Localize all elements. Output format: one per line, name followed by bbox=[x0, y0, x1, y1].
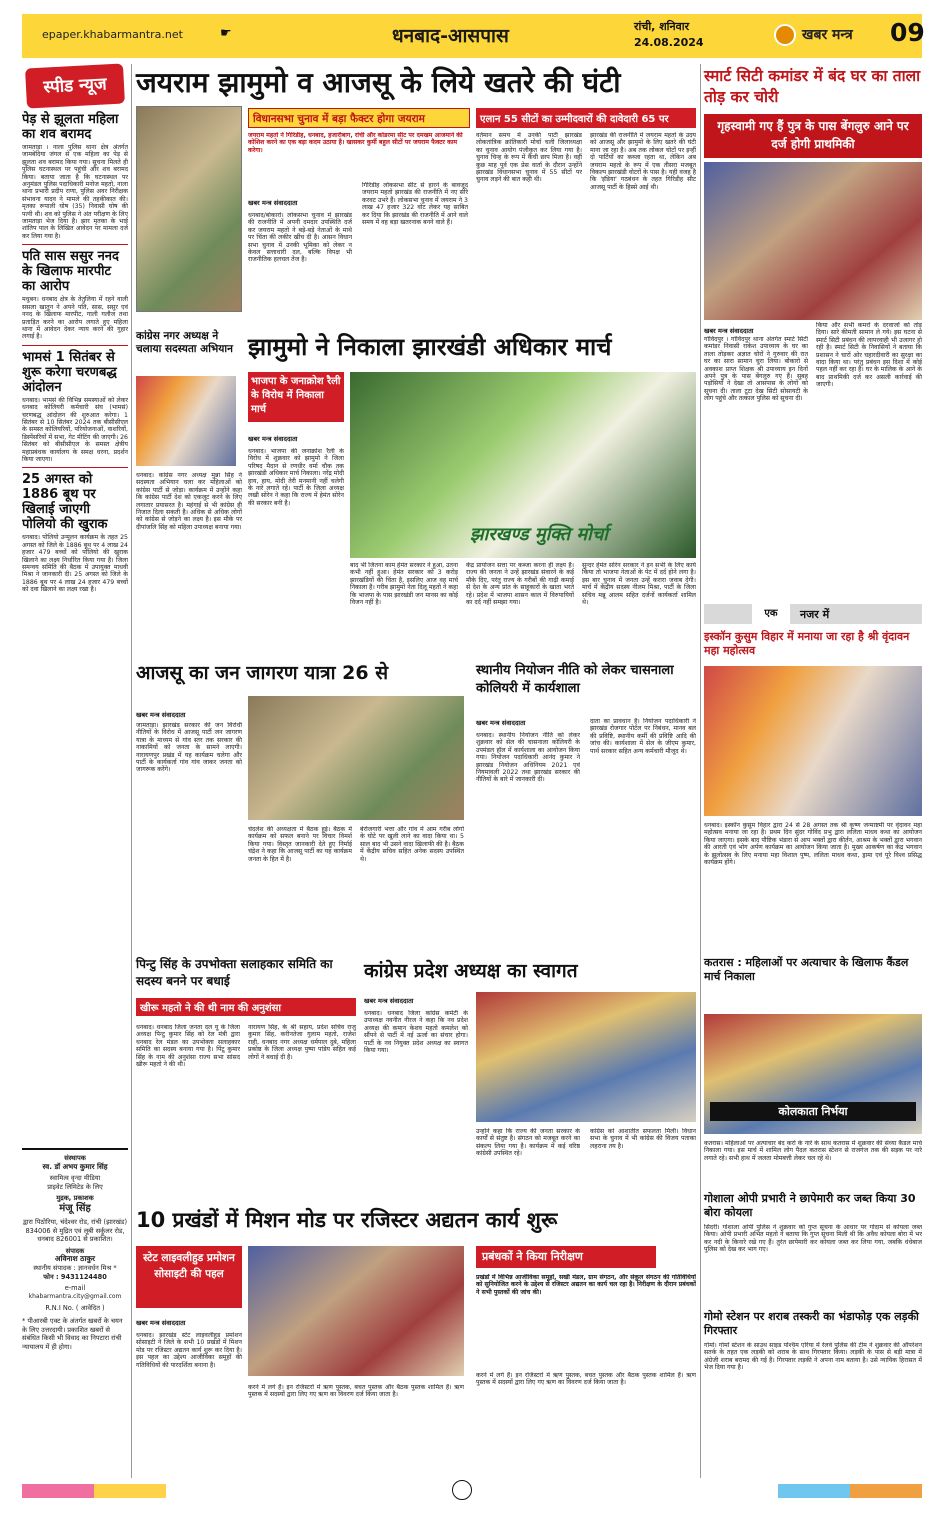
ajsu-col-2: चंदलेश की अध्यक्षता में बैठक हुई। बैठक में कार्यक्रम को सफल बनाने पर विचार विमर्श किया गया। विस्तृत जानकारी देते हुए निर्माई चंद्रेश ने कहा कि आजसू पार्टी का यह कार्यक्रम जनता के हित में है। bbox=[248, 826, 352, 863]
ajsu-headline: आजसू का जन जागरण यात्रा 26 से bbox=[136, 662, 389, 684]
mission-col-2: करने में लगे हैं। इन रजिस्टरों में ऋण पुस्तक, बचत पुस्तक और बैठक पुस्तक शामिल हैं। ऋण पुस्तक में सदस्यों द्वारा लिए गए ऋण का विवरण दर्ज किया जाता है। bbox=[248, 1384, 464, 1399]
ajsu-photo bbox=[248, 696, 464, 820]
smart-city-headline: स्मार्ट सिटी कमांडर में बंद घर का ताला तोड़ कर चोरी bbox=[704, 67, 921, 106]
imprint-publisher-label: स्वामित्व वृन्दा मीडिया bbox=[49, 1174, 101, 1183]
jmm-col-3: केंद्र प्रायोजन सत्ता पर कब्जा करना ही लक्ष्य है। राज्य की जनता ने उन्हें झारखंड संवारने के कई मौके दिए, परंतु राज्य के गरीबों की गाढ़ी कमाई से देश के अन्य प्रांत के साहूकारों के खाता भरते रहे। प्रदेश में भाजपा शासन काल में विरुपायियों का दर्द नहीं समझा गया। bbox=[466, 562, 574, 607]
brand-name: खबर मन्त्र bbox=[802, 27, 853, 43]
news-item-2-title: पति सास ससुर ननद के खिलाफ मारपीट का आरोप bbox=[22, 249, 119, 295]
jmm-photo bbox=[350, 372, 696, 558]
cursor-icon: ☛ bbox=[220, 26, 232, 41]
ajsu-byline: खबर मन्त्र संवाददाता bbox=[136, 711, 186, 719]
speed-news-logo bbox=[25, 63, 125, 108]
masthead bbox=[22, 14, 925, 58]
mission-sub: स्टेट लाइवलीहुड प्रमोशन सोसाइटी की पहल bbox=[143, 1252, 235, 1280]
imprint-printer: मंजू सिंह bbox=[59, 1202, 91, 1214]
news-item-3 bbox=[22, 345, 128, 464]
lead-col-1: धनबाद/बोकारो। लोकसभा चुनाव में झारखंड की राजनीति में अपनी दमदार उपस्थिति दर्ज कर जयराम महतो ने बड़े-बड़े नेताओं के माथे पर चिंता की लकीर खींच दी है। आसन विधान सभा चुनाव में उनकी भूमिका को लेकर न केवल सत्ताधारी दल, बल्कि विपक्ष भी राजनीतिक हलचल तेज है। bbox=[248, 212, 352, 264]
mission-sub2: प्रबंधकों ने किया निरीक्षण bbox=[482, 1250, 583, 1263]
kolkata-headline: कतरास : महिलाओं पर अत्याचार के खिलाफ कैंडल मार्च निकाला bbox=[704, 956, 909, 983]
congress-state-col-1: धनबाद। धनबाद जिला कांग्रेस कमेटी के उपाध्यक्ष नवनीत नीरज ने कहा कि नव प्रदेश अध्यक्ष की कमान केशव महतो कमलेश को सौंपने से पार्टी में नई ऊर्जा का संचार होगा। पार्टी के नव नियुक्त प्रदेश अध्यक्ष का स्वागत किया गया। bbox=[364, 1010, 468, 1055]
gomo-body: गोमो। गोमो स्टेशन के साउथ साइड पश्चिम एरिया में रेलवे पुलिस की टीम ने शुक्रवार की ऑपरेशन सतर्क के तहत एक लड़की को शराब के साथ गिरफ्तार किया। लड़की के पास से बड़ी मात्रा में अंग्रेजी शराब बरामद की गई है। गिरफ्तार लड़की ने अपना नाम बताया है। उसे न्यायिक हिरासत में भेज दिया गया है। bbox=[704, 1342, 922, 1372]
ek-nazar-bar bbox=[704, 604, 922, 624]
imprint-address: द्वारा पिठोरिया, चंदेश्वर रोड, रांची (झारखंड) 834006 से मुद्रित एवं लूबी सर्कुलर रोड, धनबाद 826001 से प्रकाशित। bbox=[22, 1217, 128, 1244]
jmm-sub: भाजपा के जनाक्रोश रैली के विरोध में निकाला मार्च bbox=[251, 376, 341, 415]
lead-sub2-box bbox=[476, 108, 696, 128]
ek-tag: एक bbox=[752, 604, 790, 624]
speed-news-label: स्पीड न्यूज bbox=[42, 74, 108, 98]
imprint-printer-label: मुद्रक, प्रकाशक bbox=[56, 1194, 94, 1203]
congress-state-headline: कांग्रेस प्रदेश अध्यक्ष का स्वागत bbox=[364, 960, 578, 982]
ajsu-col-3: बेरोजगारी भत्ता और गांव में आम गरीब लोगों के घोटे पर खुली लाने का वादा किया था। 5 साल बाद भी उसने वादा खिलाफी की है। बैठक में केंद्रीय सचिव सहित अनेक सदस्य उपस्थित थे। bbox=[360, 826, 464, 863]
mission-sub-box bbox=[136, 1246, 242, 1308]
mission-col-3: प्रखंडों में विभिन्न आजीविका समूहों, सखी मंडल, ग्राम संगठन, और संकुल संगठन की गतिविधियों को सुनियोजित करने के उद्देश्य से रजिस्टर अद्यतन का कार्य चल रहा है। निरीक्षण के दौरान प्रबंधकों ने सभी पुस्तकों की जांच की। bbox=[476, 1274, 696, 1296]
nazar-label: नजर में bbox=[800, 608, 830, 621]
date-line-2: 24.08.2024 bbox=[634, 36, 704, 49]
congress-state-col-2: उन्होंने कहा कि राज्य की जनता सरकार के कार्यों से संतुष्ट है। संगठन को मजबूत करने का संकल्प लिया गया है। कार्यक्रम में कई वरिष्ठ कांग्रेसी उपस्थित रहे। bbox=[476, 1128, 580, 1158]
jmm-sub-box bbox=[248, 372, 344, 422]
pintu-sub: खीरू महतो ने की थी नाम की अनुशंसा bbox=[140, 1003, 282, 1014]
imprint-regional-editor: स्थानीय संपादक : ज्ञानवर्धन मिश्र * bbox=[33, 1263, 117, 1272]
mission-headline: 10 प्रखंडों में मिशन मोड पर रजिस्टर अद्यतन कार्य शुरू bbox=[136, 1208, 558, 1232]
pintu-col-2: नारायण सिंह, के श्री सहाय, प्रदेश सचिव राजु कुमार सिंह, करीनतेजा गुलाम महतो, राजेश राही, धनबाद नगर अध्यक्ष धर्मपाल दुबे, महिला प्रकोष्ठ के जिला अध्यक्ष पुष्पा पांडेय सहित कई लोगों ने बधाई दी है। bbox=[248, 1024, 356, 1061]
footer-bar bbox=[22, 1484, 922, 1498]
news-item-1-title: पेड़ से झूलता महिला का शव बरामद bbox=[22, 112, 119, 142]
registration-mark-icon bbox=[452, 1480, 472, 1500]
jmm-banner-text: झारखण्ड मुक्ति मोर्चा bbox=[470, 524, 608, 545]
kolkata-body: कतरास। महिलाओं पर अत्याचार बंद करो के नारे के साथ कतरास में शुक्रवार की संध्या कैंडल मार्च निकाला गया। इस मार्च में शामिल लोग पैदल कतरास स्टेशन से राजगंज तक की सड़क पर नारे लगाते रहे। सभी हाथ में जलता मोमबत्ती लेकर चल रहे थे। bbox=[704, 1140, 922, 1162]
speed-news-column bbox=[22, 110, 128, 1140]
kolkata-banner-text: कोलकाता निर्भया bbox=[710, 1102, 916, 1121]
news-item-3-title: भामसं 1 सितंबर से शुरू करेगा चरणबद्ध आंदोलन bbox=[22, 349, 117, 395]
pintu-headline: पिन्टु सिंह के उपभोक्ता सलाहकार समिति का सदस्य बनने पर बधाई bbox=[136, 957, 333, 988]
local-policy-col-2: दाता का प्रावधान है। नियोजन पदाधिकारी ने झारखंड रोजगार पोर्टल पर निबंधन, मानव बल की प्रविष्टि, स्थानीय कर्मी की प्रविष्टि आदि की जांच की। कार्यशाला में सेल के जीएम कुमार, पार्थ सरकार सहित अन्य कर्मचारी मौजूद थे। bbox=[590, 718, 696, 755]
imprint-phone: फोन : 9431124480 bbox=[43, 1272, 107, 1281]
congress-state-col-3: कांग्रेस को आशातीत सफलता मिली। विधान सभा के चुनाव में भी कांग्रेस की विजय पताका लहराना तय है। bbox=[590, 1128, 696, 1150]
lead-sub2: एलान 55 सीटों का उम्मीदवारों की दावेदारी 65 पर bbox=[480, 114, 669, 125]
news-item-3-body: धनबाद। भामसं की विभिन्न समस्याओं को लेकर धनबाद कोलियरी कर्मचारी संघ (भामसं) चरणबद्ध आंदोलन की शुरुआत करेगा। 1 सितंबर से 10 सितंबर 2024 तक बीसीसीएल के समस्त कोलियरियों, परियोजनाओं, वाशरियों, डिस्पेंसरियों में सभा, गेट मीटिंग की जाएगी। 26 सितंबर को बीसीसीएल के समस्त क्षेत्रीय महाप्रबंधक कार्यालय के समक्ष धरना, प्रदर्शन किया जाएगा। bbox=[22, 396, 128, 463]
lead-headline: जयराम झामुमो व आजसू के लिये खतरे की घंटी bbox=[136, 66, 621, 99]
smart-city-byline: खबर मन्त्र संवाददाता bbox=[704, 327, 754, 335]
jmm-col-2: बाद भी जितना काम हेमंत सरकार ने हुआ, उतना कभी नहीं हुआ। हेमंत सरकार को 3 करोड़ झारखंडियों की चिंता है, इसलिए आज वह मार्च निकाला है। गरीब झामुमो नेता दिलू महतो ने कहा कि भाजपा के पास झारखंडी जन मानस का कोई विजन नहीं है। bbox=[350, 562, 458, 607]
smart-city-sub-box bbox=[704, 114, 922, 158]
congress-nagar-photo bbox=[136, 376, 236, 466]
imprint-owner-label: संस्थापक bbox=[64, 1154, 86, 1162]
mission-col-1: धनबाद। झारखंड स्टेट लाइवलीहुड प्रमोशन सोसाइटी ने जिले के सभी 10 प्रखंडों में मिशन मोड पर रजिस्टर अद्यतन कार्य शुरू कर दिया है। इस पहल का उद्देश्य आजीविका समूहों की गतिविधियों की पारदर्शिता बनाना है। bbox=[136, 1332, 242, 1369]
iskcon-headline: इस्कॉन कुसुम विहार में मनाया जा रहा है श्री वृंदावन महा महोत्सव bbox=[704, 630, 910, 657]
section-title: धनबाद-आसपास bbox=[392, 25, 509, 47]
jmm-headline: झामुमो ने निकाला झारखंडी अधिकार मार्च bbox=[248, 333, 612, 361]
smart-city-sub: गृहस्वामी गए हैं पुत्र के पास बेंगलुरु आने पर दर्ज होगी प्राथमिकी bbox=[717, 119, 909, 151]
lead-photo-jairam bbox=[136, 106, 242, 312]
jmm-col-4: सुन्दर हेमंत सोरेन सरकार ने इन सभी के लिए कार्य किया तो भाजपा नेताओं के पेट में दर्द होने लगा है। इस बार चुनाव में जनता उन्हें करारा जवाब देगी। मार्च में केंद्रीय सदस्य नीलम मिश्रा, पार्टी के जिला सचिव मन्नू आलम सहित दर्जनों कार्यकर्ता शामिल थे। bbox=[582, 562, 696, 607]
divider-left bbox=[131, 64, 132, 1478]
brand-logo-icon bbox=[774, 24, 796, 46]
pintu-sub-box bbox=[136, 998, 356, 1016]
lead-sub1-box bbox=[248, 108, 470, 128]
mission-byline: खबर मन्त्र संवाददाता bbox=[136, 1319, 186, 1327]
divider-right bbox=[700, 64, 701, 1478]
news-item-1 bbox=[22, 112, 128, 240]
imprint-editor: अविनाश ठाकुर bbox=[54, 1254, 96, 1264]
imprint-publisher: प्राइवेट लिमिटेड के लिए bbox=[47, 1182, 103, 1191]
gosala-headline: गोशाला ओपी प्रभारी ने छापेमारी कर जब्त किया 30 बोरा कोयला bbox=[704, 1192, 916, 1219]
lead-byline: खबर मन्त्र संवाददाता bbox=[248, 199, 298, 207]
imprint-box bbox=[22, 1148, 128, 1478]
iskcon-body: धनबाद। इस्कॉन कुसुम विहार द्वारा 24 से 28 अगस्त तक श्री कृष्ण जन्माष्टमी पर वृंदावन महा महोत्सव मनाया जा रहा है। प्रथम दिन सुंदर गोविंद प्रभु द्वारा ललिता माधव कथा का आयोजन किया जाएगा। इसके बाद पौष्टिक भंडारा से आप भक्तों द्वारा कीर्तन, आश्रम के भक्तों द्वारा भगवान की आरती एवं भोग अर्पण कार्यक्रम का आयोजन किया जाता है। मुख्य आकर्षण का केंद्र भगवान के झूलोत्सव के लिए मनाया महा विशाल पुष्प, ललिता माधव कथा, ड्रामा एवं पूरे विश्व प्रसिद्ध कार्यक्रम होंगे। bbox=[704, 822, 922, 867]
gosala-body: सिंदरी। गोशाला ओपी पुलिस ने शुक्रवार को गुप्त सूचना के आधार पर गोदाम से कोयला जब्त किया। ओपी प्रभारी अभित महतो ने बताया कि गुप्त सूचना मिली थी कि अवैध कोयला बोरा में भर कर नदी के किनारे रखे गए हैं। तुरंत छापेमारी कर कोयला जब्त कर लिया गया, जबकि धंधेबाज पुलिस को देख कर भाग गए। bbox=[704, 1224, 922, 1254]
jmm-byline: खबर मन्त्र संवाददाता bbox=[248, 435, 298, 443]
site-url[interactable]: epaper.khabarmantra.net bbox=[42, 28, 183, 41]
lead-intro: जयराम महतो ने गिरिडीह, धनबाद, हजारीबाग, रांची और कोडरमा सीट पर दमखम आजमाने की कोशिश करने का एक बड़ा कदम उठाया है। खासकर कुर्मी बहुल सीटों पर जयराम फैक्टर काम करेगा। bbox=[248, 132, 463, 154]
page-number: 09 bbox=[890, 18, 925, 47]
mission-sub2-box bbox=[476, 1246, 656, 1268]
lead-sub1: विधानसभा चुनाव में बड़ा फैक्टर होगा जयराम bbox=[253, 113, 425, 125]
kolkata-photo bbox=[704, 1014, 922, 1134]
news-item-1-body: जामताड़ा । नाला पुलिस थाना क्षेत्र अंतर्गत जामबेदिया जंगल से एक महिला का पेड़ से झूलता शव बरामद किया गया। सूचना मिलते ही पुलिस घटनास्थल पर पहुंची और शव बरामद किया। बताया जाता है कि घटनास्थल पर अनुमंडल पुलिस पदाधिकारी मनोज महतो, नाला थाना प्रभारी प्रदीप राणा, पुलिस अवर निरीक्षक संभावना यादव ने मामले की तहकीकात की। मृतका रूपाली घोष (35) निवासी घोष की पत्नी थी। शव को पुलिस ने अंत परीक्षण के लिए जामताड़ा भेज दिया है। झार मृतका के भाई शांतिप पाल के लिखित आवेदन पर मामला दर्ज कर लिया गया है। bbox=[22, 144, 128, 240]
news-item-4 bbox=[22, 467, 128, 593]
congress-state-photo bbox=[476, 992, 696, 1122]
news-item-2-body: मधुबन। धनबाद क्षेत्र के तेतुलिया में रहने वाली ससला खातून ने अपने पति, सास, ससुर एवं ननद के खिलाफ मारपीट, गाली गलौज तथा प्रताड़ित करने का आरोप लगाते हुए महिला थाना में आवेदन देकर न्याय करने की गुहार लगाई है। bbox=[22, 296, 128, 341]
congress-state-byline: खबर मन्त्र संवाददाता bbox=[364, 997, 414, 1005]
imprint-editor-label: संपादक bbox=[65, 1246, 85, 1255]
smart-city-body-1: गोविंदपुर । गोविंदपुर थाना अंतर्गत स्मार्ट सिटी कमांडर निवासी राकेश उपाध्याय के घर का ताला तोड़कर अज्ञात चोरों ने गुरुवार की रात घर का सारा सामान चुरा लिया। बोकारो से अवकाश प्राप्त शिक्षक श्री उपाध्याय इन दिनों अपने पुत्र के पास बेंगलुरु गए हैं। सुबह पड़ोसियों ने देखा तो आसपास के लोगों को सूचना दी। ताला टूटा देख सिटी सोसायटी के लोग पहुंचे और तत्काल पुलिस को सूचना दी। bbox=[704, 336, 808, 403]
mission-col-4: करने में लगे हैं। इन रजिस्टरों में ऋण पुस्तक, बचत पुस्तक और बैठक पुस्तक शामिल हैं। ऋण पुस्तक में सदस्यों द्वारा लिए गए ऋण का विवरण दर्ज किया जाता है। bbox=[476, 1372, 696, 1387]
imprint-owner: स्व. डॉ अभय कुमार सिंह bbox=[42, 1161, 108, 1171]
local-policy-col-1: धनबाद। स्थानीय नियोजन नीति को लेकर शुक्रवार को सेल की चासनाला कोलियरी के उपमंडल हॉल में कार्यशाला का आयोजन किया गया। नियोजन पदाधिकारी आनंद कुमार ने झारखंड नियोजन अधिनियम 2021 एवं नियमावली 2022 तथा झारखंड सरकार की नीतियों के बारे में जानकारी दी। bbox=[476, 732, 580, 784]
imprint-disclaimer: * पीआरबी एक्ट के अंतर्गत खबरों के चयन के लिए उत्तरदायी। प्रकाशित खबरों से संबंधित किसी भी विवाद का निपटारा रांची न्यायालय में ही होगा। bbox=[22, 1316, 123, 1351]
mission-photo-1 bbox=[248, 1246, 464, 1376]
pintu-col-1: धनबाद। धनबाद जिला जनता दल यू के जिला अध्यक्ष पिन्टु कुमार सिंह को रेल मंत्री द्वारा धनबाद रेल मंडल का उपभोक्ता सलाहकार समिति का सदस्य बनाया गया है। पिंटू कुमार सिंह के नाम की अनुशंसा राज्य सभा सांसद खीरू महतो ने की थी। bbox=[136, 1024, 240, 1069]
news-item-4-body: धनबाद। पोलियो उन्मूलन कार्यक्रम के तहत 25 अगस्त को जिले के 1886 बूथ पर 4 लाख 24 हजार 479 बच्चों को पोलियो की खुराक खिलाने का लक्ष्य निर्धारित किया गया है। जिला समन्वय समिति की बैठक में उपायुक्त माधवी मिश्रा ने जानकारी दी। 25 अगस्त को जिले के 1886 बूथ पर 4 लाख 24 हजार 479 बच्चों को दवा खिलाने का लक्ष्य रखा है। bbox=[22, 534, 128, 594]
congress-nagar-body: धनबाद। कांग्रेस नगर अध्यक्ष मुन्ना सिंह ने सदस्यता अभियान चला कर महिलाओं को कांग्रेस पार्टी से जोड़ा। कार्यक्रम में उन्होंने कहा कि कांग्रेस पार्टी देश को एकजुट करने के लिए लगातार प्रयासरत है। महंगाई से भी कांग्रेस ही निजात दिला सकती है। अधिक से अधिक लोगों को कांग्रेस से जोड़ने का लक्ष्य है। इस मौके पर दीपांजलि सिंह को महिला उपाध्यक्ष बनाया गया। bbox=[136, 472, 242, 531]
smart-city-photo bbox=[704, 162, 922, 320]
lead-col-3: वर्तमान समय में उनकी पार्टी झारखंड लोकतांत्रिक क्रांतिकारी मोर्चा चली जिलाध्यक्षा का चुनाव आयोग पंजीकृत कर लिया गया है। चुनाव चिन्ह के रूप में कैंची छाप मिला है। वहीं कुछ माह पूर्व एक प्रेस वार्ता के दौरान उन्होंने झारखंड विधानसभा चुनाव में 55 सीटों पर चुनाव लड़ने की बात कही थी। bbox=[476, 132, 582, 184]
news-item-2 bbox=[22, 244, 128, 340]
gomo-headline: गोमो स्टेशन पर शराब तस्करी का भंडाफोड़ एक लड़की गिरफ्तार bbox=[704, 1310, 919, 1337]
imprint-email-label: e-mail bbox=[64, 1284, 86, 1293]
imprint-rni: R.N.I No. ( आवेदित ) bbox=[45, 1304, 105, 1313]
ajsu-col-1: जामताड़ा। झारखंड सरकार की जन विरोधी नीतियों के विरोध में आजसू पार्टी जन जागरण यात्रा के माध्यम से गांव स्तर तक सरकार की नाकामियों को जनता के सामने लाएगी। नारायणपुर प्रखंड में यह कार्यक्रम चलेगा और पार्टी के कार्यकर्ता गांव गांव जाकर जनता को जागरूक करेंगे। bbox=[136, 722, 242, 774]
iskcon-photo bbox=[704, 666, 922, 816]
local-policy-headline: स्थानीय नियोजन नीति को लेकर चासनाला कोलियरी में कार्यशाला bbox=[476, 663, 674, 696]
local-policy-byline: खबर मन्त्र संवाददाता bbox=[476, 719, 526, 727]
lead-col-2: गिरिडीह लोकसभा सीट से हारने के बावजूद जयराम महतो झारखंड की राजनीति में नए सीरे करवट उभरे हैं। लोकसभा चुनाव में जयराम ने 3 लाख 47 हजार 322 वोट लेकर यह साबित कर दिया कि झारखंड की राजनीति में आने वाले समय में वह बड़ा खतरनाक बनने वाले हैं। bbox=[362, 182, 468, 227]
smart-city-body-2: किया और सभी कमरों के दरवाजों को तोड़ दिया। सारे कीमती सामान ले गये। इस घटना से स्मार्ट सिटी प्रबंधन की लापरवाही भी उजागर हो रही है। स्मार्ट सिटी के निवासियों ने बताया कि प्रशासन ने चारों ओर चहारदीवारी का सुरक्षा का वादा किया था। परंतु प्रबंधन इस दिशा में कोई पहल नहीं कर रहा है। घर के मालिक के आने के बाद प्राथमिकी दर्ज कर असली कार्रवाई की जाएगी। bbox=[816, 322, 922, 389]
date-line-1: रांची, शनिवार bbox=[634, 20, 690, 33]
imprint-email[interactable]: khabarmantra.city@gmail.com bbox=[28, 1292, 122, 1300]
news-item-4-title: 25 अगस्त को 1886 बूथ पर खिलाई जाएगी पोलियो की खुराक bbox=[22, 472, 108, 533]
congress-nagar-headline: कांग्रेस नगर अध्यक्ष ने चलाया सदस्यता अभियान bbox=[136, 330, 233, 355]
jmm-col-1: धनबाद। भाजपा की जनाक्रोश रैली के विरोध में शुक्रवार को झामुमो ने जिला परिषद मैदान से रणधीर वर्मा चौक तक झारखंडी अधिकार मार्च निकाला। नरेंद्र मोदी हाय, हाय, मोदी तेरी मनमानी नहीं चलेगी के नारे लगाते रहे। पार्टी के जिला अध्यक्ष लखी सोरेन ने कहा कि राज्य में हेमंत सोरेन की सरकार बनी है। bbox=[248, 448, 344, 507]
lead-col-4: झारखंड की राजनीति में जयराम महतो के उदय को आजसू और झामुमो के लिए खतरे की घंटी माना जा रहा है। अब तक लोकल चोटों पर इन्हीं दो पार्टियों का कब्जा रहता था, लेकिन अब जयराम महतो के रूप में एक तीसरा मजबूत विकल्प झारखंडी वोटरों के पास है। यही वजह है कि 'इंडिया' गठबंधन के तहत गिरिडीह सीट आजसू पार्टी के हिस्से आई थी। bbox=[590, 132, 696, 191]
